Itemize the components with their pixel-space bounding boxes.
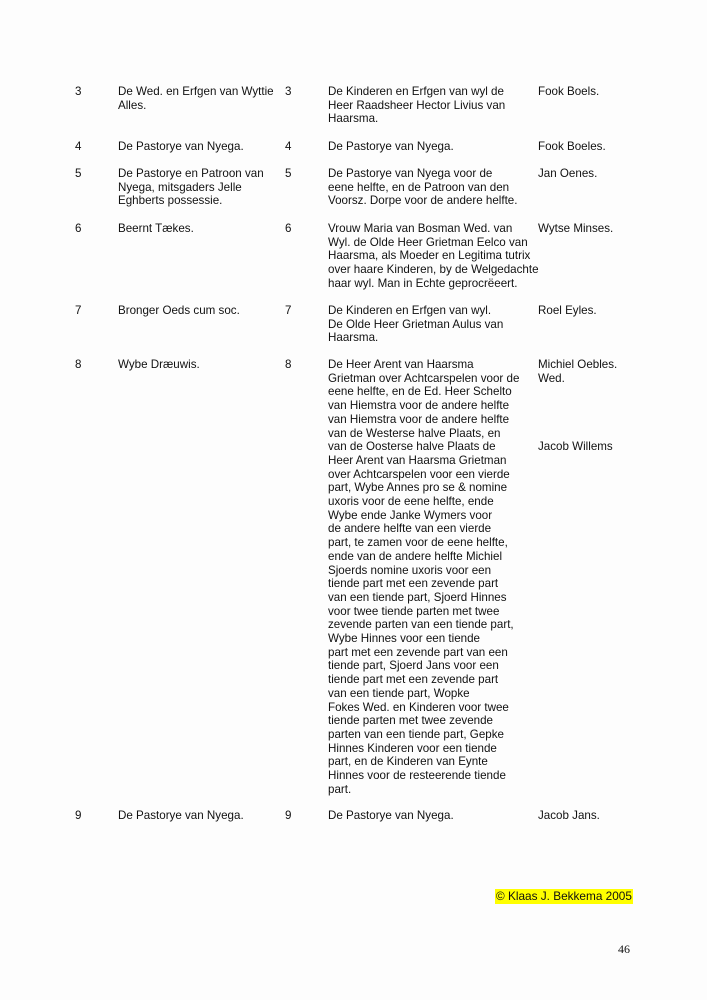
row-user: Jacob Jans.: [538, 809, 600, 822]
row-number-2: 6: [285, 222, 292, 235]
row-user: Michiel Oebles. Wed.: [538, 358, 618, 385]
row-user: Jan Oenes.: [538, 167, 598, 180]
row-number-2: 3: [285, 85, 292, 98]
row-number: 9: [75, 809, 82, 822]
row-owner: De Heer Arent van Haarsma Grietman over Achtcarspelen voor de eene helfte, en de Ed. Heer Schelto van Hiemstra voor de andere helfte van Hiemstra voor de andere helfte van de Westerse halve Plaats, en van de Oosterse halve Plaats de Heer Arent van Haarsma Grietman over Achtcarspelen voor een vierde part, Wybe Annes pro se & nomine uxoris voor de eene helfte, ende Wybe ende Janke Wymers voor de andere helfte van een vierde part, te zamen voor de eene helfte, ende van de andere helfte Michiel Sjoerds nomine uxoris voor een tiende part met een zevende part van een tiende part, Sjoerd Hinnes voor twee tiende parten met twee zevende parten van een tiende part, Wybe Hinnes voor een tiende part met een zevende part van een tiende part, Sjoerd Jans voor een tiende part met een zevende part van een tiende part, Wopke Fokes Wed. en Kinderen voor twee tiende parten met twee zevende parten van een tiende part, Gepke Hinnes Kinderen voor een tiende part, en de Kinderen van Eynte Hinnes voor de resteerende tiende part.: [328, 358, 520, 796]
row-owner: De Kinderen en Erfgen van wyl de Heer Raadsheer Hector Livius van Haarsma.: [328, 85, 506, 126]
row-owner: De Pastorye van Nyega.: [328, 809, 454, 822]
row-number: 3: [75, 85, 82, 98]
row-number: 8: [75, 358, 82, 371]
row-owner: De Kinderen en Erfgen van wyl. De Olde Heer Grietman Aulus van Haarsma.: [328, 304, 504, 345]
row-name: De Pastorye van Nyega.: [118, 809, 244, 822]
row-name: Bronger Oeds cum soc.: [118, 304, 240, 317]
row-name: Wybe Dræuwis.: [118, 358, 200, 371]
row-user: Fook Boels.: [538, 85, 600, 98]
row-user: Roel Eyles.: [538, 304, 597, 317]
row-number-2: 5: [285, 167, 292, 180]
copyright-notice: © Klaas J. Bekkema 2005: [496, 889, 632, 903]
row-user-2: Jacob Willems: [538, 440, 613, 453]
row-name: De Pastorye en Patroon van Nyega, mitsgaders Jelle Eghberts possessie.: [118, 167, 264, 208]
row-user: Fook Boeles.: [538, 140, 606, 153]
row-name: De Pastorye van Nyega.: [118, 140, 244, 153]
page-number: 46: [618, 942, 630, 956]
row-owner: Vrouw Maria van Bosman Wed. van Wyl. de Olde Heer Grietman Eelco van Haarsma, als Moeder en Legitima tutrix over haare Kinderen, by de Welgedachte haar wyl. Man in Echte geprocrëeert.: [328, 222, 539, 290]
row-user: Wytse Minses.: [538, 222, 614, 235]
row-owner: De Pastorye van Nyega.: [328, 140, 454, 153]
row-number-2: 9: [285, 809, 292, 822]
row-number: 6: [75, 222, 82, 235]
row-number: 7: [75, 304, 82, 317]
row-number-2: 8: [285, 358, 292, 371]
row-name: De Wed. en Erfgen van Wyttie Alles.: [118, 85, 274, 112]
row-number-2: 7: [285, 304, 292, 317]
row-number: 4: [75, 140, 82, 153]
row-number: 5: [75, 167, 82, 180]
row-name: Beernt Tækes.: [118, 222, 194, 235]
row-number-2: 4: [285, 140, 292, 153]
row-owner: De Pastorye van Nyega voor de eene helfte, en de Patroon van den Voorsz. Dorpe voor de andere helfte.: [328, 167, 518, 208]
